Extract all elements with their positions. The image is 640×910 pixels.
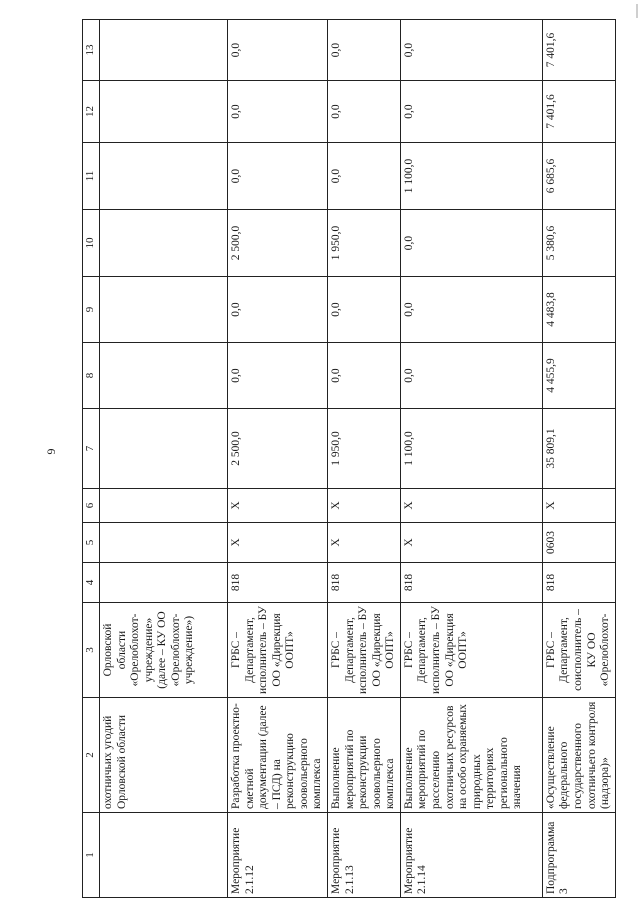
target-article: Х [228, 489, 328, 523]
header-cell: 3 [83, 603, 100, 698]
target-article: Х [328, 489, 401, 523]
year-value: 0,0 [228, 143, 328, 210]
row-label: Подпрограмма 3 [542, 813, 615, 898]
row-description: Выполнение мероприятий по расселению охотничьих ресурсов на особо охраняемых природных территориях регионального значения [400, 698, 542, 813]
header-cell: 8 [83, 343, 100, 409]
section-code [100, 523, 228, 563]
year-value: 0,0 [328, 20, 401, 81]
year-value: 0,0 [400, 210, 542, 277]
budget-table [82, 19, 616, 898]
grbs-code: 818 [328, 563, 401, 603]
year-value: 6 685,6 [542, 143, 615, 210]
row-description: Выполнение мероприятий по реконструкции зоовольерного комплекса [328, 698, 401, 813]
total-value: 35 809,1 [542, 409, 615, 489]
rotated-page-content [82, 20, 612, 898]
grbs-code [100, 563, 228, 603]
header-cell: 11 [83, 143, 100, 210]
year-value: 0,0 [400, 20, 542, 81]
year-value: 7 401,6 [542, 20, 615, 81]
header-cell: 12 [83, 81, 100, 143]
header-cell: 10 [83, 210, 100, 277]
year-value: 0,0 [400, 277, 542, 343]
row-responsible: ГРБС – Департамент, исполнитель – БУ ОО «Дирекция ООПТ» [228, 603, 328, 698]
table-header-row [83, 20, 100, 898]
row-description: охотничьих угодий Орловской области [100, 698, 228, 813]
grbs-code: 818 [228, 563, 328, 603]
page-number: 6 [44, 448, 59, 455]
year-value: 0,0 [328, 81, 401, 143]
year-value: 0,0 [328, 143, 401, 210]
year-value: 1 100,0 [400, 143, 542, 210]
header-cell: 2 [83, 698, 100, 813]
year-value: 0,0 [400, 81, 542, 143]
header-cell: 5 [83, 523, 100, 563]
year-value: 0,0 [228, 20, 328, 81]
header-cell: 1 [83, 813, 100, 898]
year-value: 5 380,6 [542, 210, 615, 277]
row-responsible: ГРБС – Департамент, исполнитель – БУ ОО «Дирекция ООПТ» [400, 603, 542, 698]
year-value: 2 500,0 [228, 210, 328, 277]
target-article: Х [400, 489, 542, 523]
total-value: 2 500,0 [228, 409, 328, 489]
year-value [100, 210, 228, 277]
header-cell: 13 [83, 20, 100, 81]
year-value: 0,0 [228, 81, 328, 143]
year-value: 1 950,0 [328, 210, 401, 277]
table-row [542, 20, 615, 898]
year-value: 0,0 [328, 277, 401, 343]
year-value [100, 20, 228, 81]
year-value [100, 343, 228, 409]
row-description: Разработка проектно-сметной документации (далее – ПСД) на реконструкцию зоовольерного комплекса [228, 698, 328, 813]
section-code: Х [328, 523, 401, 563]
year-value: 7 401,6 [542, 81, 615, 143]
year-value [100, 143, 228, 210]
header-cell: 9 [83, 277, 100, 343]
row-responsible: ГРБС – Департамент, исполнитель – БУ ОО «Дирекция ООПТ» [328, 603, 401, 698]
row-label: Мероприятие 2.1.12 [228, 813, 328, 898]
table-row [228, 20, 328, 898]
grbs-code: 818 [400, 563, 542, 603]
row-label [100, 813, 228, 898]
year-value: 0,0 [328, 343, 401, 409]
row-description: «Осуществление федерального государственного охотничьего контроля (надзора)» [542, 698, 615, 813]
table-row [400, 20, 542, 898]
year-value [100, 81, 228, 143]
year-value: 4 455,9 [542, 343, 615, 409]
table-row [328, 20, 401, 898]
header-cell: 4 [83, 563, 100, 603]
target-article [100, 489, 228, 523]
table-row [100, 20, 228, 898]
section-code: 0603 [542, 523, 615, 563]
row-responsible: ГРБС – Департамент, соисполнитель – КУ ОО «Орелоблохот- [542, 603, 615, 698]
total-value: 1 100,0 [400, 409, 542, 489]
row-label: Мероприятие 2.1.14 [400, 813, 542, 898]
row-label: Мероприятие 2.1.13 [328, 813, 401, 898]
year-value: 0,0 [228, 277, 328, 343]
row-responsible: Орловской области «Орелоблохот-учреждение» (далее – КУ ОО «Орелоблохот-учреждение») [100, 603, 228, 698]
total-value: 1 950,0 [328, 409, 401, 489]
target-article: Х [542, 489, 615, 523]
year-value [100, 277, 228, 343]
grbs-code: 818 [542, 563, 615, 603]
year-value: 0,0 [400, 343, 542, 409]
total-value [100, 409, 228, 489]
header-cell: 7 [83, 409, 100, 489]
year-value: 4 483,8 [542, 277, 615, 343]
year-value: 0,0 [228, 343, 328, 409]
header-cell: 6 [83, 489, 100, 523]
scan-edge-mark [636, 4, 638, 18]
section-code: Х [400, 523, 542, 563]
section-code: Х [228, 523, 328, 563]
